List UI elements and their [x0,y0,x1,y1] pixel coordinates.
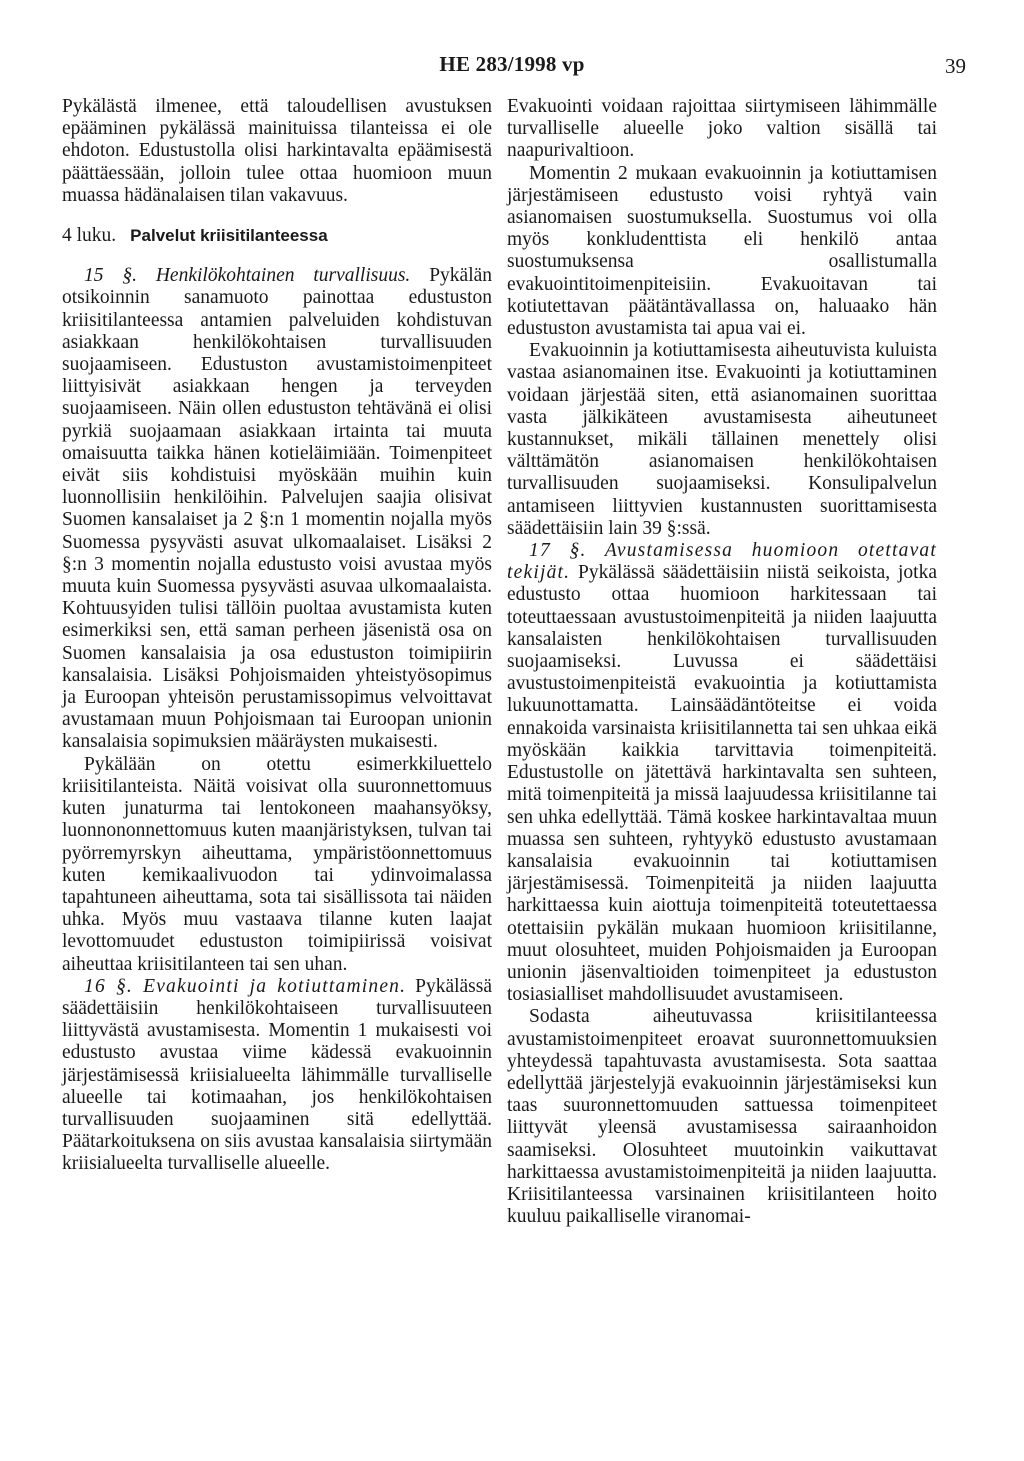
section-15-heading: 15 §. Henkilökohtainen turvallisuus. [84,265,411,287]
section-17-body: Pykälässä säädettäisiin niistä seikoista, jotka edustusto ottaa huomioon harkitessaan tai toteuttaessaan avustustoimenpiteitä ja niiden laajuutta kansalaisten henkilökohtaisen turvallisuuden suojaamiseksi. Luvussa ei säädettäisi avustustoimenpiteistä evakuointia ja kotiuttamista lukuunottamatta. Lainsäädäntöteitse ei voida ennakoida varsinaista kriisitilannetta tai sen uhkaa eikä myöskään kaikkia tarvittavia toimenpiteitä. Edustustolle on jätettävä harkintavalta sen suhteen, mitä toimenpiteitä ja missä laajuudessa kriisitilanne tai sen uhka edellyttää. Tämä koskee harkintavaltaa muun muassa sen suhteen, ryhtyykö edustusto avustamaan kansalaisia evakuoinnin tai kotiuttamisen järjestämisessä. Toimenpiteitä ja niiden laajuutta harkittaessa kuin aiottuja toimenpiteitä toteutettaessa otettaisiin pykälän mukaan huomioon kriisitilanne, muut olosuhteet, muiden Pohjoismaiden ja Euroopan unionin jäsenvaltioiden toimenpiteet ja edustuston tosiasialliset mahdollisuudet avustamiseen. [507,562,937,1006]
page-number: 39 [945,54,966,78]
paragraph-costs: Evakuoinnin ja kotiuttamisesta aiheutuvista kuluista vastaa asianomainen itse. Evakuointi ja kotiuttaminen voidaan järjestää siten, että asianomainen suorittaa vasta jälkikäteen avustamisesta aiheutuneet kustannukset, mikäli tällainen menettely olisi välttämätön asianomaisen henkilökohtaisen turvallisuuden suojaamiseksi. Konsulipalvelun antamiseen liittyvien kustannusten suorittamisesta säädettäisiin lain 39 §:ssä. [507,340,937,539]
paragraph-examples: Pykälään on otettu esimerkkiluettelo kriisitilanteista. Näitä voisivat olla suuronnettomuus kuten junaturma tai lentokoneen maahansyöksy, luonnononnettomuus kuten maanjäristyksen, tulvan tai pyörremyrskyn aiheuttama, ympäristöonnettomuus kuten kemikaalivuodon tai ydinvoimalassa tapahtuneen aiheuttama, sota tai sisällissota tai näiden uhka. Myös muu vastaava tilanne kuten laajat levottomuudet edustuston toimipiirissä voisivat aiheuttaa kriisitilanteen tai sen uhan. [62,753,492,975]
page-header [0,52,1024,82]
chapter-title: Palvelut kriisitilanteessa [130,226,328,246]
left-column [62,96,492,1176]
section-15-body: Pykälän otsikoinnin sanamuoto painottaa edustuston kriisitilanteessa antamien palveluiden kohdistuvan asiakkaan henkilökohtaisen turvallisuuden suojaamiseen. Edustuston avustamistoimenpiteet liittyisivät asiakkaan hengen ja terveyden suojaamiseen. Näin ollen edustuston tehtävänä ei olisi pyrkiä suojaamaan asiakkaan irtainta tai muuta omaisuutta taikka hänen kotieläimiään. Toimenpiteet eivät siis kohdistuisi myöskään muihin kuin luonnollisiin henkilöihin. Palvelujen saajia olisivat Suomen kansalaiset ja 2 §:n 1 momentin nojalla myös Suomessa pysyvästi asuvat ulkomaalaiset. Lisäksi 2 §:n 3 momentin nojalla edustusto voisi avustaa myös muuta kuin Suomessa pysyvästi asuvaa ulkomaalaista. Kohtuusyiden tulisi tällöin puoltaa avustamista kuten esimerkiksi sen, että saman perheen jäsenistä osa on Suomen kansalaisia ja osa edustuston toimipiirin kansalaisia. Lisäksi Pohjoismaiden yhteistyösopimus ja Euroopan yhteisön perustamissopimus velvoittavat avustamaan muun Pohjoismaan tai Euroopan unionin kansalaisia sopimuksien määräysten mukaisesti. [62,265,493,753]
paragraph-consent: Momentin 2 mukaan evakuoinnin ja kotiuttamisen järjestämiseen edustusto voisi ryhtyä vain asianomaisen suostumuksella. Suostumus voi olla myös konkludenttista eli henkilö antaa suostumuksensa osallistumalla evakuointitoimenpiteisiin. Evakuoitavan tai kotiutettavan päätäntävallassa on, haluaako hän edustuston avustamista tai apua vai ei. [507,162,937,340]
paragraph-evacuation-limit: Evakuointi voidaan rajoittaa siirtymiseen lähimmälle turvalliselle alueelle joko valtion sisällä tai naapurivaltioon. [507,96,937,162]
section-16-body: Pykälässä säädettäisiin henkilökohtaiseen turvallisuuteen liittyvästä avustamisesta. Momentin 1 mukaisesti voi edustusto avustaa viime kädessä evakuoinnin järjestämisessä kriisialueelta lähimmälle turvalliselle alueelle tai kotimaahan, jos henkilökohtaisen turvallisuuden suojaaminen sitä edellyttää. Päätarkoituksena on siis avustaa kansalaisia siirtymään kriisialueelta turvalliselle alueelle. [62,975,492,1175]
paragraph-intro: Pykälästä ilmenee, että taloudellisen avustuksen epääminen pykälässä mainituissa tilanteissa ei ole ehdoton. Edustustolla olisi harkintavalta epäämisestä päättäessään, jolloin tulee ottaa huomioon muun muassa hädänalaisen tilan vakavuus. [62,96,492,206]
section-16-heading: 16 §. Evakuointi ja kotiuttaminen. [84,975,407,997]
chapter-number: 4 luku. [62,225,117,247]
section-17 [507,540,937,1006]
section-15 [62,265,492,753]
section-17-heading: 17 §. Avustamisessa huomioon otettavat tekijät. [507,540,937,584]
right-column [507,96,937,1228]
chapter-heading [62,225,492,247]
section-16 [62,976,492,1176]
paragraph-war: Sodasta aiheutuvassa kriisitilanteessa avustamistoimenpiteet eroavat suuronnettomuuksien yhteydessä tapahtuvasta avustamisesta. Sota saattaa edellyttää järjestelyjä evakuoinnin järjestämiseksi kun taas suuronnettomuuden sattuessa toimenpiteet liittyvät yleensä avustamisessa sairaanhoidon saamiseksi. Olosuhteet muutoinkin vaikuttavat harkittaessa avustamistoimenpiteitä ja niiden laajuutta. Kriisitilanteessa varsinainen kriisitilanteen hoito kuuluu paikalliselle viranomai- [507,1006,937,1228]
document-title: HE 283/1998 vp [439,52,585,76]
